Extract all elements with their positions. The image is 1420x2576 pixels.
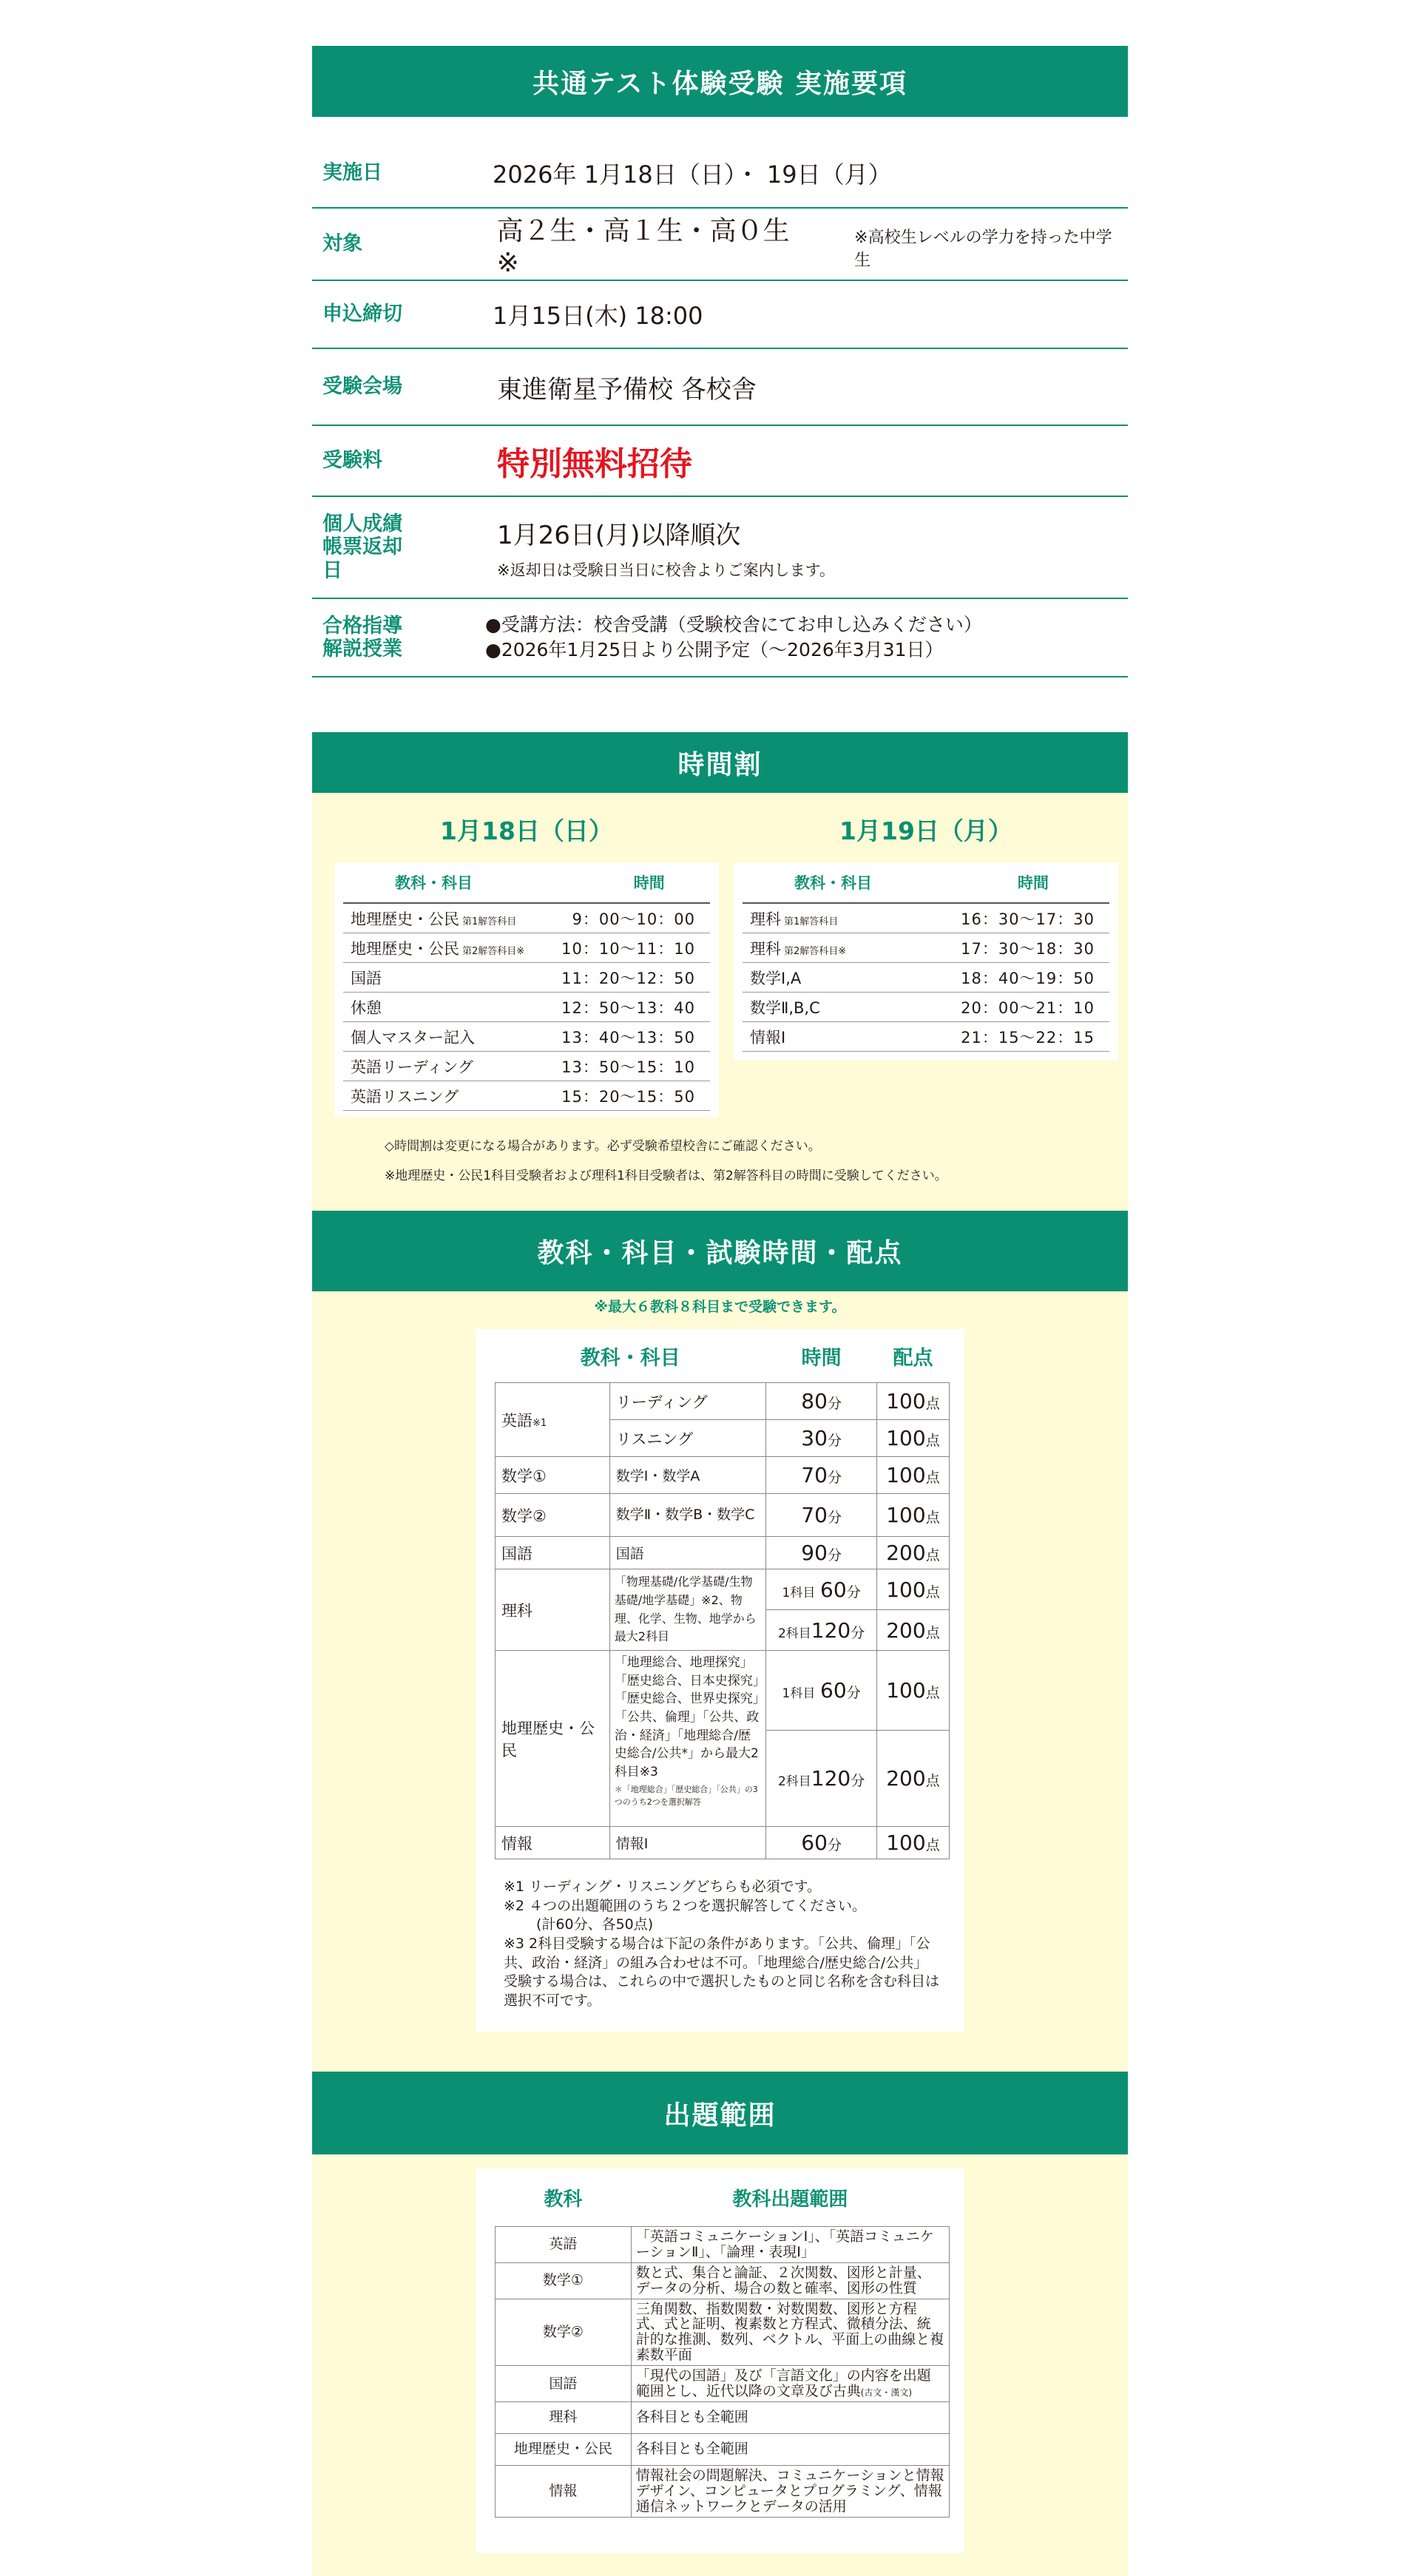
table-row xyxy=(343,903,710,933)
info-label: 情報 xyxy=(496,1827,610,1859)
outline-row-fee xyxy=(312,426,1128,497)
math2-time: 70 xyxy=(801,1503,828,1527)
day2-time: 20：00〜21：10 xyxy=(913,993,1109,1022)
science-time2-unit: 分 xyxy=(851,1624,865,1641)
science-detail: 「物理基礎/化学基礎/生物基礎/地学基礎」※2、物理、化学、生物、地学から最大2科目 xyxy=(609,1569,766,1651)
day1-col-subject: 教科・科目 xyxy=(343,862,545,903)
day1-time: 11：20〜12：50 xyxy=(545,963,711,993)
english-mark: ※1 xyxy=(532,1417,547,1429)
social-time2: 120 xyxy=(811,1766,851,1791)
day2-subject: 情報Ⅰ xyxy=(750,1028,786,1047)
day2-subject: 数学Ⅱ,B,C xyxy=(750,998,820,1017)
table-row xyxy=(343,963,710,993)
outline-row-lecture xyxy=(312,599,1128,677)
japanese-detail: 国語 xyxy=(609,1537,766,1569)
science-one-label: 1科目 xyxy=(782,1585,816,1600)
day1-subject-cell xyxy=(343,1081,545,1111)
listening-time: 30 xyxy=(801,1426,828,1450)
listening-time-unit: 分 xyxy=(827,1433,842,1449)
day1-card xyxy=(334,862,719,1117)
row-social-1 xyxy=(496,1651,950,1731)
japanese-time: 90 xyxy=(801,1541,828,1565)
day1-subject: 国語 xyxy=(351,969,382,987)
social-time1: 60 xyxy=(820,1678,847,1703)
subjects-table xyxy=(495,1329,950,1859)
science-time1-unit: 分 xyxy=(846,1583,861,1600)
social-points1: 100 xyxy=(886,1678,926,1703)
range-table xyxy=(495,2168,950,2518)
outline-row-venue xyxy=(312,349,1128,426)
math2-points: 100 xyxy=(886,1503,926,1527)
day2-time: 21：15〜22：15 xyxy=(913,1022,1109,1052)
day2-subject-sub: 第1解答科目 xyxy=(784,916,839,927)
japanese-time-unit: 分 xyxy=(827,1547,842,1563)
outline-row-target xyxy=(312,209,1128,281)
science-label: 理科 xyxy=(496,1569,610,1651)
day1-time: 12：50〜13：40 xyxy=(545,993,711,1022)
japanese-points-unit: 点 xyxy=(925,1547,940,1563)
math2-time-unit: 分 xyxy=(827,1510,842,1526)
day2-subject-cell xyxy=(743,963,913,993)
day1-subject: 英語リスニング xyxy=(351,1087,459,1106)
science-points1: 100 xyxy=(886,1577,926,1602)
day2-time: 17：30〜18：30 xyxy=(913,933,1109,963)
row-science-1 xyxy=(496,1569,950,1610)
reading-time: 80 xyxy=(801,1389,828,1413)
table-row xyxy=(496,2227,950,2263)
table-row xyxy=(496,2299,950,2366)
science-points1-unit: 点 xyxy=(925,1583,940,1600)
range-text: 各科目とも全範囲 xyxy=(635,2409,748,2426)
day1-subject: 個人マスター記入 xyxy=(351,1028,475,1047)
science-time2: 120 xyxy=(811,1617,851,1643)
venue-label: 受験会場 xyxy=(322,375,402,399)
math1-label: 数学① xyxy=(496,1457,610,1494)
day1-time: 9：00〜10：00 xyxy=(545,903,711,933)
math2-detail: 数学Ⅱ・数学B・数学C xyxy=(609,1494,766,1537)
reading-points: 100 xyxy=(886,1389,926,1413)
social-time1-unit: 分 xyxy=(846,1685,861,1701)
math1-points-unit: 点 xyxy=(925,1470,940,1486)
range-text: 「英語コミュニケーションⅠ」、「英語コミュニケーションⅡ」、「論理・表現Ⅰ」 xyxy=(635,2228,934,2260)
range-subject: 地理歴史・公民 xyxy=(496,2433,632,2465)
table-row xyxy=(743,933,1109,963)
japanese-points: 200 xyxy=(886,1541,926,1565)
day2-subject-cell xyxy=(743,933,913,963)
subjects-title: 教科・科目・試験時間・配点 xyxy=(537,1238,903,1268)
day2-heading: 1月19日（月） xyxy=(839,817,1012,845)
return-note: ※返却日は受験日当日に校舎よりご案内します。 xyxy=(497,561,835,579)
math1-time: 70 xyxy=(801,1463,828,1487)
day1-subject-cell xyxy=(343,903,545,933)
range-subject: 情報 xyxy=(496,2465,632,2517)
day1-subject: 英語リーディング xyxy=(351,1058,473,1076)
table-row xyxy=(343,993,710,1022)
day2-col-subject: 教科・科目 xyxy=(743,862,913,903)
table-row xyxy=(496,2401,950,2433)
timetable-note2: ※地理歴史・公民1科目受験者および理科1科目受験者は、第2解答科目の時間に受験してください。 xyxy=(385,1169,947,1183)
footnote-2: ※2 ４つの出題範囲のうち２つを選択解答してください。 xyxy=(504,1897,867,1914)
range-title: 出題範囲 xyxy=(663,2100,777,2131)
range-text-small: (古文・漢文) xyxy=(860,2387,913,2398)
timetable-note1: ◇時間割は変更になる場合があります。必ず受験希望校舎にご確認ください。 xyxy=(385,1139,821,1154)
footnote-1: ※1 リーディング・リスニングどちらも必須です。 xyxy=(504,1879,822,1895)
social-detail: 「地理総合、地理探究」「歴史総合、日本史探究」「歴史総合、世界史探究」「公共、倫理」「公共、政治・経済」「地理総合/歴史総合/公共*」から最大2科目※3 xyxy=(614,1655,760,1779)
table-row xyxy=(496,2262,950,2299)
day1-time: 10：10〜11：10 xyxy=(545,933,711,963)
day1-subject-cell xyxy=(343,993,545,1022)
math1-detail: 数学Ⅰ・数学A xyxy=(609,1457,766,1494)
day2-time: 18：40〜19：50 xyxy=(913,963,1109,993)
lecture-line1: ●受講方法：校舎受講（受験校舎にてお申し込みください） xyxy=(485,614,982,636)
table-row xyxy=(743,903,1109,933)
subjects-card xyxy=(476,1329,964,2032)
math2-points-unit: 点 xyxy=(925,1510,940,1526)
day1-time: 13：40〜13：50 xyxy=(545,1022,711,1052)
return-label: 個人成績 帳票返却日 xyxy=(322,513,402,582)
day2-col-time: 時間 xyxy=(913,862,1109,903)
range-subject: 理科 xyxy=(496,2401,632,2433)
table-row xyxy=(743,963,1109,993)
day1-subject-sub: 第2解答科目※ xyxy=(462,945,525,957)
reading-points-unit: 点 xyxy=(925,1396,940,1412)
table-row xyxy=(343,1081,710,1111)
day2-subject: 数学Ⅰ,A xyxy=(750,969,802,987)
day2-subject-cell xyxy=(743,903,913,933)
english-cell xyxy=(496,1383,610,1457)
info-points: 100 xyxy=(886,1830,926,1855)
lecture-label: 合格指導 解説授業 xyxy=(322,614,402,660)
range-text: 数と式、集合と論証、２次関数、図形と計量、データの分析、場合の数と確率、図形の性質 xyxy=(635,2264,931,2296)
science-points2: 200 xyxy=(886,1617,926,1643)
reading-time-unit: 分 xyxy=(827,1396,842,1412)
deadline-value: 1月15日(木) 18:00 xyxy=(493,302,703,330)
range-text: 各科目とも全範囲 xyxy=(635,2441,748,2458)
return-value: 1月26日(月)以降順次 xyxy=(497,520,741,550)
row-japanese xyxy=(496,1537,950,1569)
social-points2-unit: 点 xyxy=(925,1773,940,1789)
date-label: 実施日 xyxy=(322,161,382,185)
deadline-label: 申込締切 xyxy=(322,302,402,326)
social-detail-cell xyxy=(609,1651,766,1827)
social-one-label: 1科目 xyxy=(782,1686,816,1701)
table-row xyxy=(343,933,710,963)
info-time: 60 xyxy=(801,1830,828,1855)
social-points2: 200 xyxy=(886,1766,926,1791)
subjects-title-bar xyxy=(312,1211,1128,1291)
range-subject: 英語 xyxy=(496,2227,632,2263)
target-value: 高２生・高１生・高０生※ xyxy=(496,216,790,278)
subjects-lead: ※最大６教科８科目まで受験できます。 xyxy=(594,1299,846,1315)
range-card xyxy=(476,2168,964,2553)
subjects-col-points: 配点 xyxy=(893,1346,933,1370)
timetable-title-bar xyxy=(312,732,1128,793)
target-label: 対象 xyxy=(322,232,362,256)
range-text: 三角関数、指数関数・対数関数、図形と方程式、式と証明、複素数と方程式、微積分法、統計的な推測、数列、ベクトル、平面上の曲線と複素数平面 xyxy=(635,2300,944,2364)
outline-row-deadline xyxy=(312,281,1128,349)
range-cell xyxy=(631,2262,949,2299)
social-points1-unit: 点 xyxy=(925,1685,940,1701)
info-detail: 情報Ⅰ xyxy=(609,1827,766,1859)
day1-subject: 休憩 xyxy=(351,998,382,1017)
outline-row-date xyxy=(312,139,1128,209)
science-points2-unit: 点 xyxy=(925,1624,940,1641)
science-two-label: 2科目 xyxy=(777,1626,811,1641)
range-text: 情報社会の問題解決、コミュニケーションと情報デザイン、コンピュータとプログラミング、情報通信ネットワークとデータの活用 xyxy=(635,2467,944,2515)
day2-card xyxy=(734,862,1118,1061)
day1-subject-cell xyxy=(343,1022,545,1052)
info-points-unit: 点 xyxy=(925,1837,940,1853)
day2-subject-cell xyxy=(743,1022,913,1052)
subjects-footnotes xyxy=(504,1878,940,2010)
subjects-col-subject: 教科・科目 xyxy=(580,1346,680,1370)
range-cell xyxy=(631,2401,949,2433)
footnote-2b: (計60分、各50点) xyxy=(536,1916,654,1933)
timetable-title: 時間割 xyxy=(677,749,763,780)
date-value: 2026年 1月18日（日）・ 19日（月） xyxy=(493,160,892,189)
day1-subject-sub: 第1解答科目 xyxy=(462,916,517,927)
range-col-range: 教科出題範囲 xyxy=(732,2188,848,2211)
day1-time: 15：20〜15：50 xyxy=(545,1081,711,1111)
day2-table xyxy=(743,862,1109,1052)
range-text: 「現代の国語」及び「言語文化」の内容を出題範囲とし、近代以降の文章及び古典 xyxy=(635,2367,931,2400)
info-time-unit: 分 xyxy=(827,1837,842,1853)
table-row xyxy=(496,2433,950,2465)
range-cell xyxy=(631,2227,949,2263)
listening-points-unit: 点 xyxy=(925,1433,940,1449)
range-cell xyxy=(631,2465,949,2517)
day2-subject-cell xyxy=(743,993,913,1022)
day1-subject-cell xyxy=(343,1052,545,1081)
day2-time: 16：30〜17：30 xyxy=(913,903,1109,933)
table-row xyxy=(343,1022,710,1052)
row-math2 xyxy=(496,1494,950,1537)
english-label: 英語 xyxy=(501,1411,532,1430)
range-cell xyxy=(631,2366,949,2402)
footnote-3: ※3 2科目受験する場合は下記の条件があります。「公共、倫理」「公共、政治・経済」の組み合わせは不可。「地理総合/歴史総合/公共」受験する場合は、これらの中で選択したものと同じ名称を含む科目は選択不可です。 xyxy=(504,1935,940,2009)
table-row xyxy=(496,2366,950,2402)
day1-table xyxy=(343,862,710,1111)
day1-col-time: 時間 xyxy=(545,862,711,903)
math2-label: 数学② xyxy=(496,1494,610,1537)
row-math1 xyxy=(496,1457,950,1494)
day1-time: 13：50〜15：10 xyxy=(545,1052,711,1081)
table-row xyxy=(343,1052,710,1081)
fee-label: 受験料 xyxy=(322,449,382,473)
japanese-label: 国語 xyxy=(496,1537,610,1569)
row-english-reading xyxy=(496,1383,950,1420)
outline-row-return xyxy=(312,497,1128,599)
day2-subject-sub: 第2解答科目※ xyxy=(784,945,847,957)
day1-subject: 地理歴史・公民 xyxy=(351,910,459,928)
day1-subject-cell xyxy=(343,963,545,993)
range-cell xyxy=(631,2433,949,2465)
row-info xyxy=(496,1827,950,1859)
outline-title: 共通テスト体験受験 実施要項 xyxy=(532,68,908,99)
fee-value: 特別無料招待 xyxy=(497,445,692,483)
day1-subject-cell xyxy=(343,933,545,963)
social-label: 地理歴史・公民 xyxy=(496,1651,610,1827)
outline-table xyxy=(312,139,1128,677)
day1-subject: 地理歴史・公民 xyxy=(351,939,459,958)
lecture-line2: ●2026年1月25日より公開予定（〜2026年3月31日） xyxy=(485,639,944,660)
subjects-col-time: 時間 xyxy=(801,1346,842,1370)
range-cell xyxy=(631,2299,949,2366)
science-time1: 60 xyxy=(820,1577,847,1602)
math1-points: 100 xyxy=(886,1463,926,1487)
social-sub-note: ＊「地理総合」「歴史総合」「公共」の3つのうち2つを選択解答 xyxy=(614,1785,758,1807)
outline-title-bar xyxy=(312,46,1128,117)
day2-subject: 理科 xyxy=(750,939,781,958)
day1-heading: 1月18日（日） xyxy=(440,817,613,845)
table-row xyxy=(496,2465,950,2517)
reading-label: リーディング xyxy=(609,1383,766,1420)
range-subject: 国語 xyxy=(496,2366,632,2402)
target-note: ※高校生レベルの学力を持った中学生 xyxy=(854,229,1112,270)
social-time2-unit: 分 xyxy=(851,1773,865,1789)
table-row xyxy=(743,1022,1109,1052)
day2-subject: 理科 xyxy=(750,910,781,928)
table-row xyxy=(743,993,1109,1022)
math1-time-unit: 分 xyxy=(827,1470,842,1486)
venue-value: 東進衛星予備校 各校舎 xyxy=(497,374,757,405)
range-col-subject: 教科 xyxy=(544,2188,583,2211)
range-subject: 数学② xyxy=(496,2299,632,2366)
range-title-bar xyxy=(312,2072,1128,2154)
social-two-label: 2科目 xyxy=(777,1774,811,1789)
listening-label: リスニング xyxy=(609,1420,766,1457)
range-subject: 数学① xyxy=(496,2262,632,2299)
listening-points: 100 xyxy=(886,1426,926,1450)
